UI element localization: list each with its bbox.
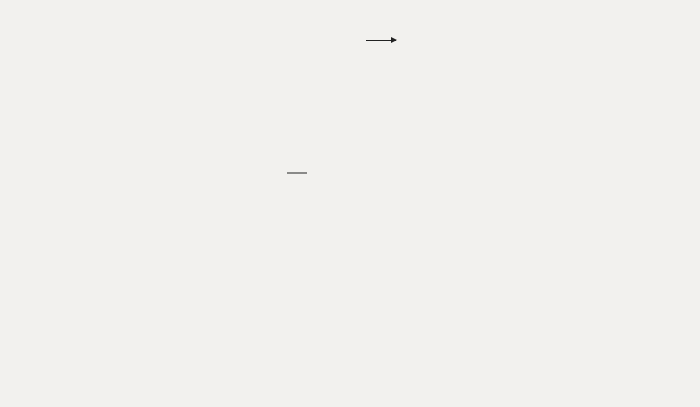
figure-caption	[302, 284, 308, 296]
